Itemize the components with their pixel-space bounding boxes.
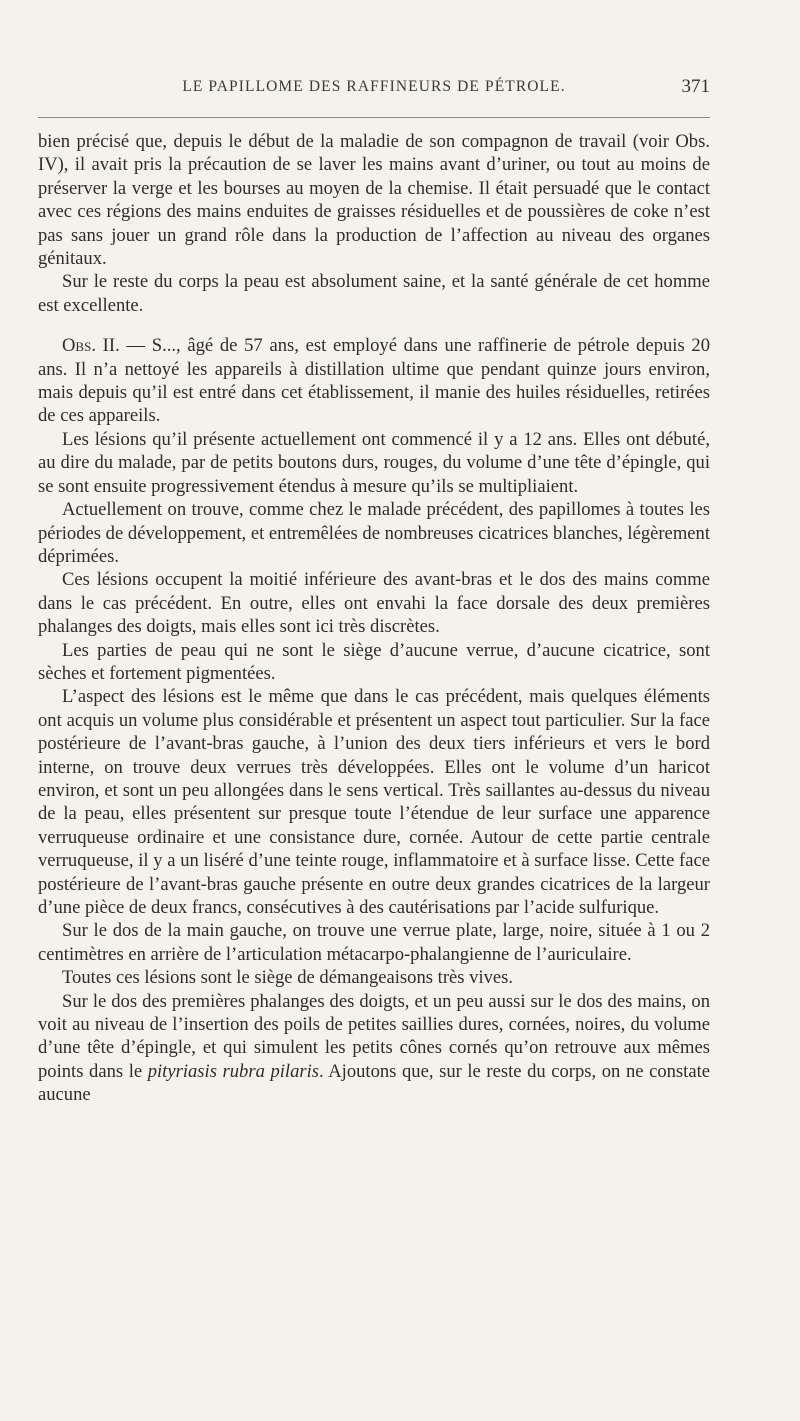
italic-term: pityriasis rubra pilaris bbox=[147, 1060, 320, 1082]
paragraph: Actuellement on trouve, comme chez le malade précédent, des papillomes à toutes les périodes de développement, et entremêlées de nombreuses cicatrices blanches, légèrement déprimées. bbox=[38, 499, 710, 567]
header-rule bbox=[38, 117, 710, 118]
paragraph-text: Sur le dos des premières phalanges des doigts, et un peu aussi sur le dos des mains, on voit au niveau de l’insertion des poils de petites saillies dures, cornées, noires, du volume d’une tête d’épingle, et qui simulent les petits cônes cornés qu’on retrouve aux mêmes points dans le bbox=[38, 990, 710, 1082]
paragraph: Les parties de peau qui ne sont le siège d’aucune verrue, d’aucune cicatrice, sont sèches et fortement pigmentées. bbox=[38, 639, 710, 684]
observation-label: Obs. II. bbox=[62, 335, 120, 357]
page-header bbox=[38, 78, 710, 104]
paragraph: L’aspect des lésions est le même que dans le cas précédent, mais quelques éléments ont acquis un volume plus considérable et présentent un aspect tout particulier. Sur la face postérieure de l’avant-bras gauche, à l’union des deux tiers inférieurs et vers le bord interne, on trouve deux verrues très développées. Elles ont le volume d’un haricot environ, et sont un peu allongées dans le sens vertical. Très saillantes au-dessus du niveau de la peau, elles présentent sur presque toute l’étendue de leur surface une apparence verruqueuse ordinaire et une consistance dure, cornée. Autour de cette partie centrale verruqueuse, il y a un liséré d’une teinte rouge, inflammatoire et à surface lisse. Cette face postérieure de l’avant-bras gauche présente en outre deux grandes cicatrices de la largeur d’une pièce de deux francs, consécutives à des cautérisations par l’acide sulfurique. bbox=[38, 686, 710, 918]
paragraph bbox=[38, 990, 710, 1107]
body-text bbox=[38, 130, 710, 1107]
observation-text: — S..., âgé de 57 ans, est employé dans une raffinerie de pétrole depuis 20 ans. Il n’a nettoyé les appareils à distillation ultime que pendant quinze jours environ, mais depuis qu’il est entré dans cet établissement, il manie des huiles résiduelles, retirées de ces appareils. bbox=[38, 335, 710, 427]
observation-paragraph bbox=[38, 334, 710, 428]
paragraph: Sur le reste du corps la peau est absolument saine, et la santé générale de cet homme est excellente. bbox=[38, 271, 710, 316]
page-number: 371 bbox=[681, 76, 710, 97]
running-title: LE PAPILLOME DES RAFFINEURS DE PÉTROLE. bbox=[182, 78, 566, 95]
paragraph: Sur le dos de la main gauche, on trouve une verrue plate, large, noire, située à 1 ou 2 centimètres en arrière de l’articulation métacarpo-phalangienne de l’auriculaire. bbox=[38, 920, 710, 965]
paragraph: Ces lésions occupent la moitié inférieure des avant-bras et le dos des mains comme dans le cas précédent. En outre, elles ont envahi la face dorsale des deux premières phalanges des doigts, mais elles sont ici très discrètes. bbox=[38, 569, 710, 638]
paragraph-text-continued: . Ajoutons que, sur le reste du corps, on ne constate aucune bbox=[38, 1060, 710, 1106]
paragraph: Les lésions qu’il présente actuellement ont commencé il y a 12 ans. Elles ont débuté, au dire du malade, par de petits boutons durs, rouges, du volume d’une tête d’épingle, qui se sont ensuite progressivement étendus à mesure qu’ils se multipliaient. bbox=[38, 428, 710, 497]
paragraph: Toutes ces lésions sont le siège de démangeaisons très vives. bbox=[62, 967, 514, 989]
paragraph: bien précisé que, depuis le début de la maladie de son compagnon de travail (voir Obs. IV), il avait pris la précaution de se laver les mains avant d’uriner, ou tout au moins de préserver la verge et les bourses au moyen de la chemise. Il était persuadé que le contact avec ces régions des mains enduites de graisses résiduelles et de poussières de coke n’est pas sans jouer un grand rôle dans la production de l’affection au niveau des organes génitaux. bbox=[38, 131, 710, 270]
